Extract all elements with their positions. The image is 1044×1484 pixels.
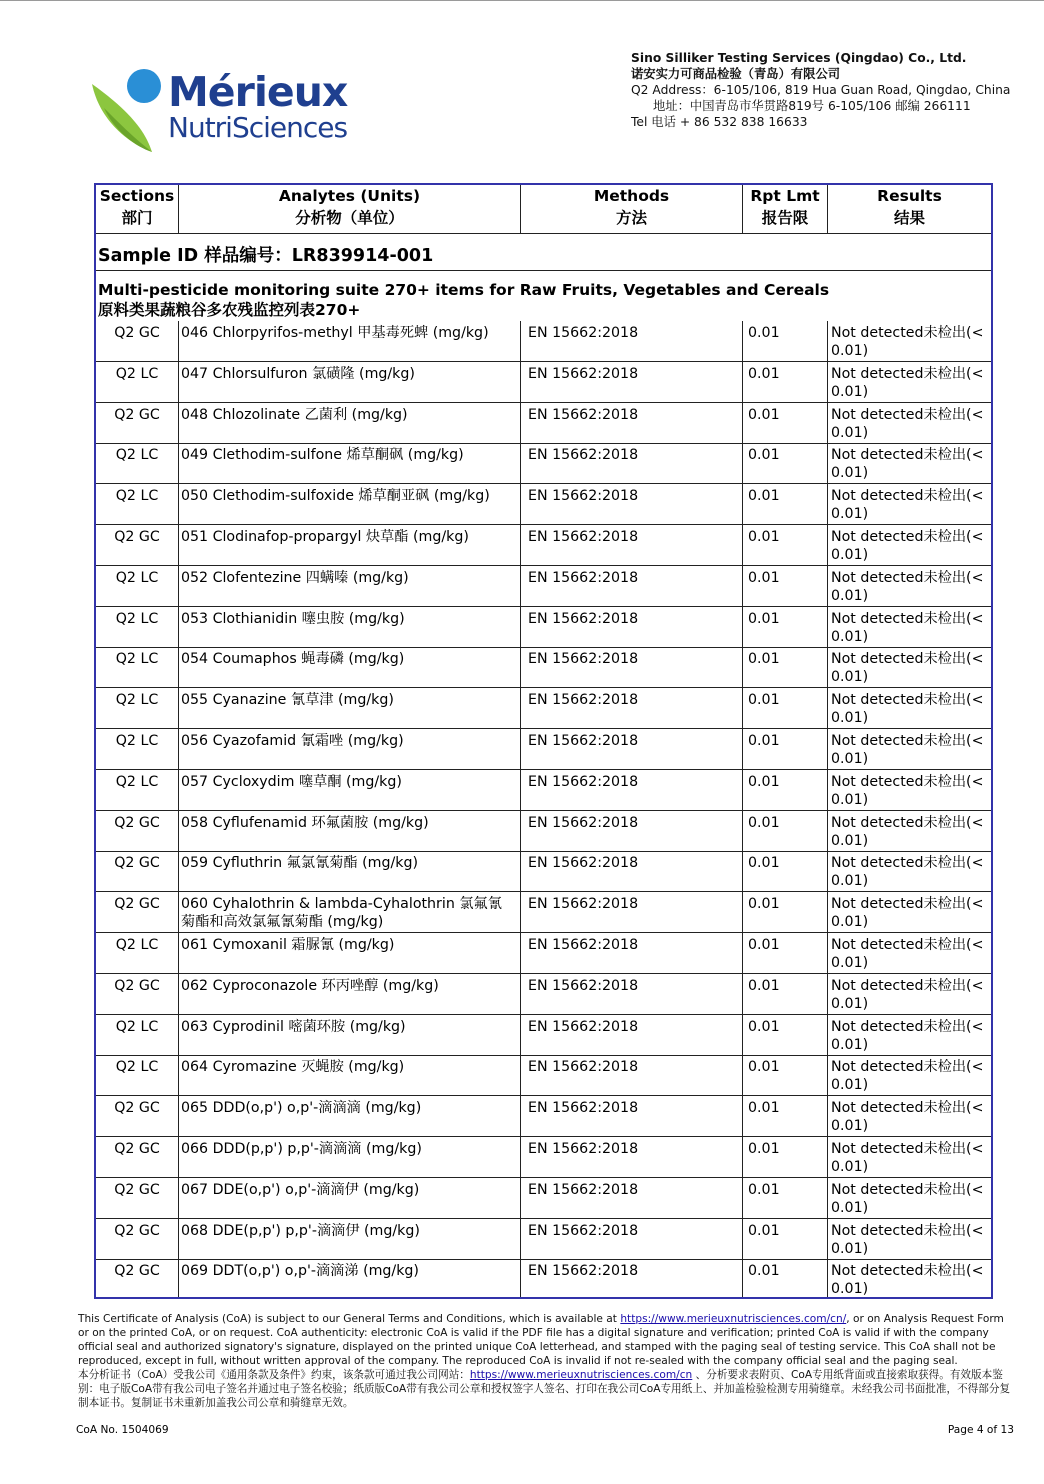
cell-method: EN 15662:2018 <box>528 651 639 668</box>
cell-result: Not detected未检出(<0.01) <box>831 977 984 1012</box>
cell-section: Q2 LC <box>115 569 159 586</box>
company-address-cn: 地址：中国青岛市华贯路819号 6-105/106 邮编 266111 <box>653 99 971 113</box>
suite-title-en: Multi-pesticide monitoring suite 270+ items for Raw Fruits, Vegetables and Cereals <box>98 281 830 299</box>
cell-method: EN 15662:2018 <box>528 406 639 423</box>
suite-title-cn: 原料类果蔬粮谷多农残监控列表270+ <box>98 301 361 319</box>
cell-method: EN 15662:2018 <box>528 1100 639 1117</box>
cell-result: Not detected未检出(<0.01) <box>831 937 984 971</box>
table-row <box>96 403 991 444</box>
cell-analyte: 048 Chlozolinate 乙菌利 (mg/kg) <box>181 406 408 423</box>
cell-rpt-lmt: 0.01 <box>748 406 780 423</box>
table-row <box>96 851 991 892</box>
cell-section: Q2 LC <box>115 733 159 749</box>
cell-section: Q2 GC <box>114 529 160 545</box>
table-row <box>96 1137 991 1178</box>
table-row <box>96 1055 991 1096</box>
cell-rpt-lmt: 0.01 <box>748 692 780 709</box>
cell-analyte: 050 Clethodim-sulfoxide 烯草酮亚砜 (mg/kg) <box>181 488 490 505</box>
cell-section: Q2 LC <box>115 365 159 382</box>
cell-result: Not detected未检出(<0.01) <box>831 1100 984 1135</box>
cell-analyte: 054 Coumaphos 蝇毒磷 (mg/kg) <box>181 651 405 668</box>
cell-result: Not detected未检出(<0.01) <box>831 447 984 482</box>
header-divider <box>742 185 743 233</box>
company-tel: Tel 电话 + 86 532 838 16633 <box>631 115 808 129</box>
table-row <box>96 892 991 933</box>
cell-result: Not detected未检出(<0.01) <box>831 610 984 645</box>
logo-leaf-icon <box>90 64 180 154</box>
cell-rpt-lmt: 0.01 <box>748 325 780 341</box>
cell-analyte: 061 Cymoxanil 霜脲氰 (mg/kg) <box>181 937 395 953</box>
cell-rpt-lmt: 0.01 <box>748 488 780 505</box>
cell-method: EN 15662:2018 <box>528 814 639 831</box>
cell-method: EN 15662:2018 <box>528 1181 639 1198</box>
cell-method: EN 15662:2018 <box>528 733 639 749</box>
cell-result: Not detected未检出(<0.01) <box>831 1059 984 1094</box>
coa-number: CoA No. 1504069 <box>76 1424 169 1436</box>
cell-result: Not detected未检出(<0.01) <box>831 773 984 808</box>
header-divider <box>178 185 179 233</box>
cell-rpt-lmt: 0.01 <box>748 1100 780 1117</box>
cell-result: Not detected未检出(<0.01) <box>831 651 984 686</box>
logo-word-nutrisciences: NutriSciences <box>168 111 348 144</box>
cell-result: Not detected未检出(<0.01) <box>831 406 984 441</box>
table-row <box>96 647 991 688</box>
table-header <box>96 185 991 233</box>
table-row <box>96 362 991 403</box>
footer-disclaimer <box>78 1312 1016 1410</box>
cell-result: Not detected未检出(<0.01) <box>831 855 984 890</box>
cell-section: Q2 LC <box>115 651 159 668</box>
cell-method: EN 15662:2018 <box>528 1263 639 1280</box>
header-divider <box>520 185 521 233</box>
cell-method: EN 15662:2018 <box>528 1141 639 1157</box>
cell-method: EN 15662:2018 <box>528 937 639 953</box>
cell-method: EN 15662:2018 <box>528 855 639 872</box>
cell-result: Not detected未检出(<0.01) <box>831 365 984 400</box>
table-row <box>96 770 991 811</box>
cell-rpt-lmt: 0.01 <box>748 1263 780 1280</box>
header-rpt-lmt: Rpt Lmt 报告限 <box>750 187 820 227</box>
terms-link-en[interactable]: https://www.merieuxnutrisciences.com/cn/ <box>620 1313 847 1325</box>
table-row <box>96 1178 991 1219</box>
cell-result: Not detected未检出(<0.01) <box>831 569 984 604</box>
cell-result: Not detected未检出(<0.01) <box>831 529 984 563</box>
cell-analyte: 064 Cyromazine 灭蝇胺 (mg/kg) <box>181 1059 405 1076</box>
cell-analyte: 065 DDD(o,p') o,p'-滴滴滴 (mg/kg) <box>181 1100 422 1117</box>
cell-result: Not detected未检出(<0.01) <box>831 488 984 523</box>
company-name-en: Sino Silliker Testing Services (Qingdao) Co., Ltd. <box>631 51 967 65</box>
cell-method: EN 15662:2018 <box>528 488 639 505</box>
cell-analyte: 059 Cyfluthrin 氟氯氰菊酯 (mg/kg) <box>181 855 418 872</box>
company-name-cn: 诺安实力可商品检验（青岛）有限公司 <box>631 67 841 81</box>
cell-method: EN 15662:2018 <box>528 529 639 545</box>
terms-link-cn[interactable]: https://www.merieuxnutrisciences.com/cn <box>469 1369 693 1381</box>
cell-method: EN 15662:2018 <box>528 325 639 341</box>
cell-section: Q2 GC <box>114 325 160 341</box>
cell-rpt-lmt: 0.01 <box>748 1059 780 1076</box>
cell-analyte: 056 Cyazofamid 氰霜唑 (mg/kg) <box>181 733 404 749</box>
table-row <box>96 566 991 607</box>
cell-rpt-lmt: 0.01 <box>748 855 780 872</box>
cell-method: EN 15662:2018 <box>528 569 639 586</box>
sample-id-rule <box>96 270 991 271</box>
cell-method: EN 15662:2018 <box>528 1018 639 1035</box>
cell-section: Q2 GC <box>114 814 160 831</box>
cell-section: Q2 LC <box>115 692 159 709</box>
table-row <box>96 525 991 566</box>
cell-section: Q2 GC <box>114 1181 160 1198</box>
cell-rpt-lmt: 0.01 <box>748 1018 780 1035</box>
cell-section: Q2 GC <box>114 406 160 423</box>
table-row <box>96 1219 991 1260</box>
cell-rpt-lmt: 0.01 <box>748 447 780 464</box>
suite-title <box>98 280 829 320</box>
cell-method: EN 15662:2018 <box>528 1059 639 1076</box>
cell-section: Q2 LC <box>115 610 159 627</box>
cell-rpt-lmt: 0.01 <box>748 896 780 913</box>
cell-rpt-lmt: 0.01 <box>748 365 780 382</box>
table-row <box>96 607 991 648</box>
table-row <box>96 443 991 484</box>
cell-rpt-lmt: 0.01 <box>748 1141 780 1157</box>
cell-analyte: 055 Cyanazine 氰草津 (mg/kg) <box>181 692 394 709</box>
table-row <box>96 1015 991 1056</box>
cell-method: EN 15662:2018 <box>528 1222 639 1239</box>
disclaimer-cn: 本分析证书（CoA）受我公司《通用条款及条件》约束，该条款可通过我公司网站：https://www.merieuxnutrisciences.com/cn 、分析要求表附页、CoA专用纸背面或直接索取获得。有效版本鉴别：电子版CoA带有我公司电子签名并通过电子签名校验；纸质版CoA带有我公司公章和授权签字人签名、打印在我公司CoA专用纸上、并加盖检验检测专用骑缝章。未经我公司书面批准，不得部分复制本证书。复制证书未重新加盖我公司公章和骑缝章无效。 <box>78 1369 1011 1409</box>
table-row <box>96 1259 991 1299</box>
cell-result: Not detected未检出(<0.01) <box>831 1222 984 1257</box>
cell-section: Q2 GC <box>114 977 160 994</box>
header-analytes: Analytes (Units) 分析物（单位） <box>278 187 421 227</box>
cell-section: Q2 GC <box>114 855 160 872</box>
cell-rpt-lmt: 0.01 <box>748 937 780 953</box>
cell-section: Q2 LC <box>115 488 159 505</box>
cell-rpt-lmt: 0.01 <box>748 977 780 994</box>
cell-rpt-lmt: 0.01 <box>748 773 780 790</box>
cell-analyte: 047 Chlorsulfuron 氯磺隆 (mg/kg) <box>181 365 415 382</box>
cell-result: Not detected未检出(<0.01) <box>831 1018 984 1053</box>
header-results: Results 结果 <box>877 187 942 227</box>
cell-rpt-lmt: 0.01 <box>748 610 780 627</box>
company-address-en: Q2 Address：6-105/106, 819 Hua Guan Road, Qingdao, China <box>631 83 1011 97</box>
cell-section: Q2 GC <box>114 1141 160 1157</box>
cell-analyte: 049 Clethodim-sulfone 烯草酮砜 (mg/kg) <box>181 447 464 464</box>
disclaimer-en: This Certificate of Analysis (CoA) is subject to our General Terms and Conditions, which is available at https://www.merieuxnutrisciences.com/cn/, or on Analysis Request Form or on the printed CoA, or on request. CoA authenticity: electronic CoA is valid if the PDF file has a digital signature and verification; printed CoA is valid if with the company official seal and authorized signatory's signature, displayed on the printed unique CoA letterhead, and stamped with the paging seal of testing service. This CoA shall not be reproduced, except in full, without written approval of the company. The reproduced CoA is invalid if not re-sealed with the company official seal and the paging seal. <box>78 1313 1004 1367</box>
cell-section: Q2 LC <box>115 1018 159 1035</box>
cell-method: EN 15662:2018 <box>528 365 639 382</box>
cell-analyte: 052 Clofentezine 四螨嗪 (mg/kg) <box>181 569 409 586</box>
header-methods: Methods 方法 <box>593 187 670 227</box>
company-logo <box>90 64 352 154</box>
cell-result: Not detected未检出(<0.01) <box>831 325 984 359</box>
header-bottom-rule <box>96 233 991 234</box>
logo-word-merieux: Mérieux <box>168 68 348 116</box>
cell-method: EN 15662:2018 <box>528 977 639 994</box>
table-row <box>96 729 991 770</box>
company-info <box>631 50 1010 130</box>
cell-analyte: 062 Cyproconazole 环丙唑醇 (mg/kg) <box>181 977 439 994</box>
top-rule <box>0 0 1044 1</box>
table-row <box>96 1096 991 1137</box>
cell-analyte: 067 DDE(o,p') o,p'-滴滴伊 (mg/kg) <box>181 1181 420 1198</box>
cell-rpt-lmt: 0.01 <box>748 814 780 831</box>
cell-rpt-lmt: 0.01 <box>748 1181 780 1198</box>
cell-rpt-lmt: 0.01 <box>748 569 780 586</box>
cell-analyte: 051 Clodinafop-propargyl 炔草酯 (mg/kg) <box>181 529 469 545</box>
cell-section: Q2 LC <box>115 447 159 464</box>
cell-section: Q2 LC <box>115 937 159 953</box>
cell-result: Not detected未检出(<0.01) <box>831 692 984 727</box>
cell-rpt-lmt: 0.01 <box>748 733 780 749</box>
page-number: Page 4 of 13 <box>947 1424 1014 1436</box>
results-table <box>94 183 993 1299</box>
cell-method: EN 15662:2018 <box>528 773 639 790</box>
cell-rpt-lmt: 0.01 <box>748 529 780 545</box>
cell-rpt-lmt: 0.01 <box>748 1222 780 1239</box>
cell-rpt-lmt: 0.01 <box>748 651 780 668</box>
table-row <box>96 688 991 729</box>
table-row <box>96 933 991 974</box>
cell-analyte: 060 Cyhalothrin & lambda-Cyhalothrin 氯氟氰菊酯和高效氯氟氰菊酯 (mg/kg) <box>181 896 502 931</box>
table-row <box>96 484 991 525</box>
cell-result: Not detected未检出(<0.01) <box>831 1181 984 1216</box>
cell-section: Q2 LC <box>115 1059 159 1076</box>
cell-section: Q2 LC <box>115 773 159 790</box>
cell-analyte: 063 Cyprodinil 嘧菌环胺 (mg/kg) <box>181 1018 406 1035</box>
header-sections: Sections 部门 <box>99 187 175 227</box>
cell-analyte: 058 Cyflufenamid 环氟菌胺 (mg/kg) <box>181 814 429 831</box>
cell-method: EN 15662:2018 <box>528 610 639 627</box>
table-row <box>96 321 991 362</box>
cell-analyte: 069 DDT(o,p') o,p'-滴滴涕 (mg/kg) <box>181 1263 419 1280</box>
cell-result: Not detected未检出(<0.01) <box>831 1141 984 1175</box>
cell-section: Q2 GC <box>114 896 160 913</box>
cell-section: Q2 GC <box>114 1222 160 1239</box>
header-divider <box>827 185 828 233</box>
cell-result: Not detected未检出(<0.01) <box>831 1263 984 1298</box>
cell-method: EN 15662:2018 <box>528 896 639 913</box>
cell-result: Not detected未检出(<0.01) <box>831 814 984 849</box>
cell-method: EN 15662:2018 <box>528 692 639 709</box>
cell-analyte: 053 Clothianidin 噻虫胺 (mg/kg) <box>181 610 405 627</box>
cell-section: Q2 GC <box>114 1100 160 1117</box>
cell-analyte: 057 Cycloxydim 噻草酮 (mg/kg) <box>181 773 402 790</box>
sample-id: Sample ID 样品编号：LR839914-001 <box>98 246 434 266</box>
cell-result: Not detected未检出(<0.01) <box>831 733 984 767</box>
table-row <box>96 811 991 852</box>
cell-result: Not detected未检出(<0.01) <box>831 896 984 931</box>
cell-method: EN 15662:2018 <box>528 447 639 464</box>
cell-analyte: 066 DDD(p,p') p,p'-滴滴滴 (mg/kg) <box>181 1141 422 1157</box>
cell-analyte: 046 Chlorpyrifos-methyl 甲基毒死蜱 (mg/kg) <box>181 325 489 341</box>
table-row <box>96 974 991 1015</box>
cell-section: Q2 GC <box>114 1263 160 1280</box>
cell-analyte: 068 DDE(p,p') p,p'-滴滴伊 (mg/kg) <box>181 1222 420 1239</box>
